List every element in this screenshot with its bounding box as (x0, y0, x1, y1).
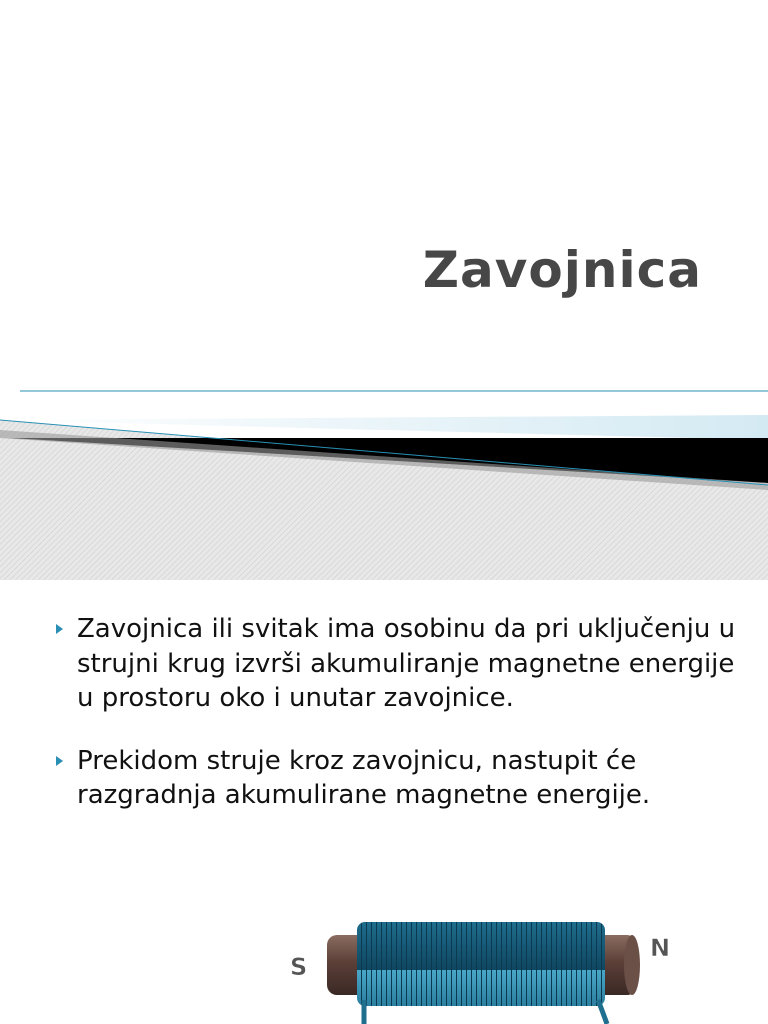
triangle-bullet-icon (56, 756, 63, 766)
decorative-header-band (0, 380, 768, 580)
pole-label-s: S (290, 953, 308, 981)
bullet-text: Zavojnica ili svitak ima osobinu da pri uključenju u strujni krug izvrši akumuliranje magnetne energije u prostoru oko i unutar zavojnice. (77, 614, 736, 713)
coil-winding (357, 922, 605, 1006)
bullet-text: Prekidom struje kroz zavojnicu, nastupit će razgradnja akumulirane magnetne energije. (77, 745, 651, 810)
triangle-bullet-icon (56, 624, 63, 634)
bullet-list (56, 612, 746, 841)
slide-title: Zavojnica (422, 241, 702, 299)
bullet-item (56, 612, 746, 716)
bullet-item (56, 744, 746, 813)
coil-illustration (272, 870, 702, 1024)
pole-label-n: N (650, 934, 671, 962)
